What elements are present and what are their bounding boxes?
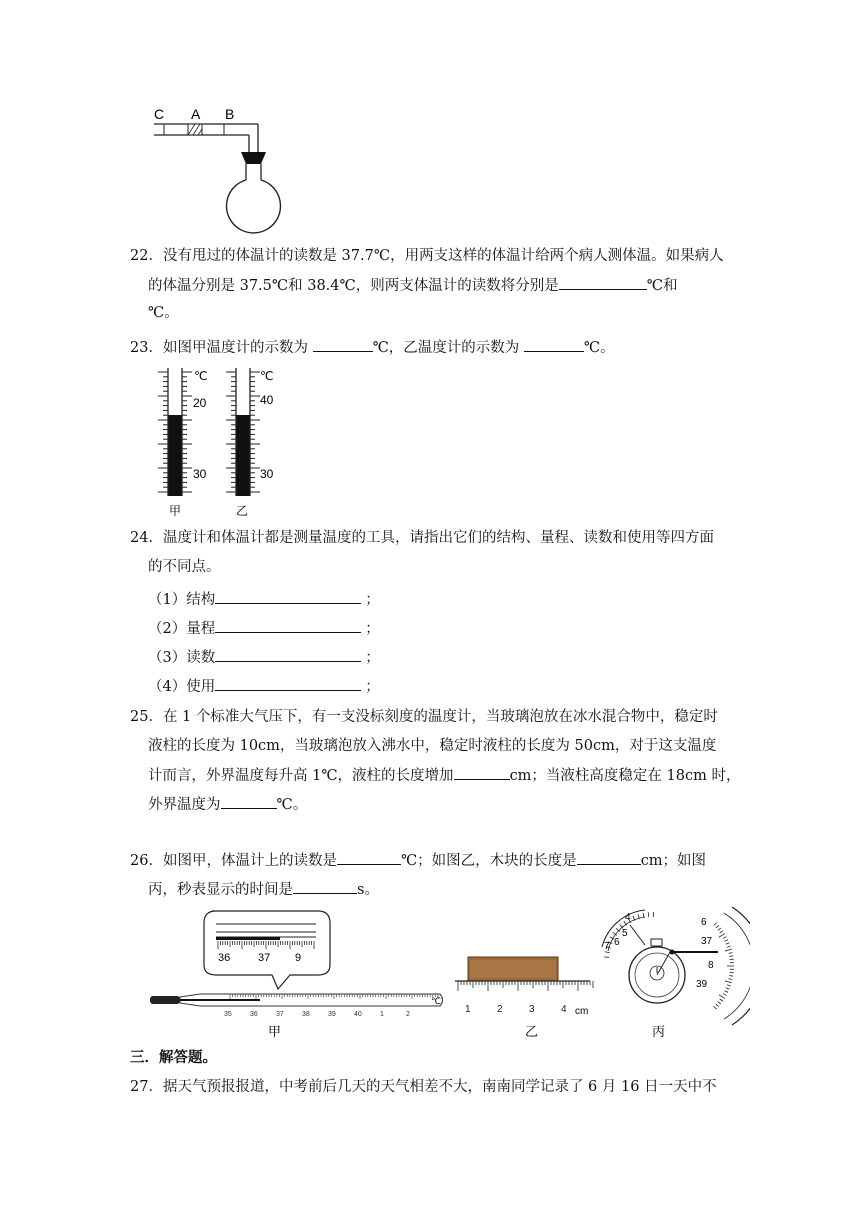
q24-item-1-blank[interactable]	[215, 589, 361, 604]
q24-item-4-end: ；	[365, 679, 380, 695]
body-label: 1	[380, 1011, 384, 1018]
section-3-title: 三．解答题。	[130, 1049, 217, 1066]
q24-item-4	[148, 676, 380, 697]
body-label: 37	[276, 1011, 284, 1018]
q24-item-2-end: ；	[365, 621, 380, 637]
outer-tick	[724, 940, 728, 942]
section-3-heading	[130, 1048, 217, 1068]
q25-text-3a: 计而言，外界温度每升高 1℃，液柱的长度增加	[148, 768, 454, 784]
label-a: A	[191, 106, 201, 122]
q22-line-2	[148, 275, 677, 296]
outer-tick	[716, 925, 719, 928]
q24-item-1-end: ；	[365, 592, 380, 608]
outer-tick	[725, 949, 732, 951]
caption-yi: 乙	[525, 1024, 539, 1039]
clinical-thermometer	[150, 911, 443, 1039]
q24-item-3-end: ；	[365, 650, 380, 666]
body-label: 2	[406, 1011, 410, 1018]
q24-item-3-label: （3）读数	[148, 650, 216, 666]
jia-top-label: 20	[193, 396, 207, 410]
yi-caption: 乙	[236, 504, 249, 518]
ruler-label: 1	[465, 1004, 471, 1015]
q26-line-1	[130, 850, 706, 871]
body-label: 38	[302, 1011, 310, 1018]
ruler-label: 3	[529, 1004, 535, 1015]
q22-text-3: ℃。	[148, 305, 179, 321]
q26-text-1c: cm；如图	[640, 853, 707, 869]
body-unit: ℃	[431, 996, 442, 1006]
outer-tick	[716, 1004, 719, 1007]
outer-tick	[718, 928, 721, 930]
q25-text-3b: cm；当液柱高度稳定在 18cm 时，	[509, 768, 741, 784]
q24-item-2	[148, 618, 380, 639]
outer-label-6: 6	[701, 917, 707, 928]
ruler-unit: cm	[575, 1006, 589, 1017]
q24-item-4-blank[interactable]	[215, 676, 361, 691]
q26-answer-blank-1[interactable]	[337, 850, 401, 865]
q25-text-4b: ℃。	[276, 797, 308, 813]
body-label: 35	[224, 1011, 232, 1018]
zoom-label-36: 36	[218, 952, 231, 964]
outer-tick	[729, 956, 733, 957]
outer-tick	[726, 988, 730, 990]
q23-answer-blank-2[interactable]	[524, 337, 584, 352]
q25-line-2	[148, 736, 716, 756]
outer-tick	[718, 1002, 721, 1004]
yi-top-label: 40	[260, 393, 274, 407]
q24-line-1	[130, 528, 714, 548]
q24-item-2-blank[interactable]	[215, 618, 361, 633]
q22-line-3	[148, 303, 179, 323]
q26-text-2b: s。	[357, 882, 379, 898]
q22-line-1	[130, 246, 724, 266]
outer-label-39: 39	[696, 979, 708, 990]
q26-line-2	[148, 879, 379, 900]
q23-number: 23．	[130, 340, 163, 356]
outer-tick	[724, 991, 728, 993]
q26-number: 26．	[130, 853, 163, 869]
q23-thermometers-figure	[150, 364, 290, 522]
q24-text-2: 的不同点。	[148, 559, 221, 575]
q26-answer-blank-3[interactable]	[293, 879, 357, 894]
q24-item-4-label: （4）使用	[148, 679, 216, 695]
caption-bing: 丙	[652, 1024, 666, 1039]
outer-tick	[714, 923, 717, 926]
q27-line-1	[130, 1077, 717, 1097]
ruler-label: 4	[561, 1004, 567, 1015]
q25-line-3	[148, 765, 740, 786]
jia-caption: 甲	[169, 504, 182, 518]
q25-line-4	[148, 794, 307, 815]
q26-figure	[140, 905, 750, 1045]
outer-tick	[725, 981, 732, 983]
q24-item-1-label: （1）结构	[148, 592, 216, 608]
outer-tick	[720, 999, 723, 1001]
outer-tick	[719, 995, 725, 999]
q23-text-b: ℃，乙温度计的示数为	[372, 340, 524, 356]
q25-text-4a: 外界温度为	[148, 797, 221, 813]
stopwatch	[602, 907, 750, 1039]
thermometer-yi	[226, 368, 274, 518]
body-label: 39	[328, 1011, 336, 1018]
q26-text-1b: ℃；如图乙，木块的长度是	[400, 853, 577, 869]
inner-label-7: 7	[604, 941, 610, 952]
label-b: B	[225, 106, 235, 122]
q22-text-2a: 的体温分别是 37.5℃和 38.4℃，则两支体温计的读数将分别是	[148, 278, 559, 294]
outer-tick	[729, 952, 733, 953]
q22-text-2b: ℃和	[646, 278, 678, 294]
inner-label-6: 6	[614, 937, 620, 948]
outer-tick	[729, 976, 733, 977]
q25-text-1: 在 1 个标准大气压下，有一支没标刻度的温度计，当玻璃泡放在冰水混合物中，稳定时	[162, 709, 718, 725]
ruler-label: 2	[497, 1004, 503, 1015]
q24-text-1: 温度计和体温计都是测量温度的工具，请指出它们的结构、量程、读数和使用等四方面	[162, 530, 714, 546]
q24-line-2	[148, 557, 221, 577]
q26-answer-blank-2[interactable]	[577, 850, 641, 865]
q23-text-a: 如图甲温度计的示数为	[162, 340, 313, 356]
q25-number: 25．	[130, 709, 163, 725]
yi-unit: ℃	[260, 369, 274, 383]
caption-jia: 甲	[268, 1024, 282, 1039]
q25-text-2: 液柱的长度为 10cm，当玻璃泡放入沸水中，稳定时液柱的长度为 50cm，对于这支温度	[148, 738, 717, 754]
outer-tick	[727, 985, 731, 986]
q27-text-1: 据天气预报报道，中考前后几天的天气相差不大，南南同学记录了 6 月 16 日一天中不	[162, 1079, 717, 1095]
outer-tick	[714, 1006, 717, 1009]
q22-number: 22．	[130, 248, 163, 264]
outer-tick	[729, 979, 733, 980]
q23-text-c: ℃。	[583, 340, 615, 356]
label-c: C	[154, 106, 165, 122]
jia-bottom-label: 30	[193, 467, 207, 481]
zoom-label-9: 9	[295, 952, 302, 964]
q26-text-1a: 如图甲，体温计上的读数是	[162, 853, 337, 869]
q23-answer-blank-1[interactable]	[313, 337, 373, 352]
inner-label-4: 4	[625, 912, 631, 923]
q25-line-1	[130, 707, 718, 727]
body-label: 40	[354, 1011, 362, 1018]
q26-text-2a: 丙，秒表显示的时间是	[148, 882, 293, 898]
q24-item-2-label: （2）量程	[148, 621, 216, 637]
jia-unit: ℃	[194, 369, 208, 383]
q27-number: 27．	[130, 1079, 163, 1095]
q24-number: 24．	[130, 530, 163, 546]
ruler-block	[455, 957, 593, 1039]
q24-item-3-blank[interactable]	[215, 647, 361, 662]
q24-item-3	[148, 647, 380, 668]
q22-answer-blank-1[interactable]	[559, 275, 647, 290]
q25-answer-blank-1[interactable]	[454, 765, 510, 780]
outer-label-37: 37	[701, 936, 713, 947]
outer-tick	[727, 946, 731, 947]
outer-tick	[720, 931, 723, 933]
q25-answer-blank-2[interactable]	[221, 794, 277, 809]
outer-tick	[726, 943, 730, 945]
q23-line-1	[130, 337, 615, 358]
body-label: 36	[250, 1011, 258, 1018]
flask-tube-figure	[140, 100, 290, 235]
zoom-label-37: 37	[258, 952, 271, 964]
q24-item-1	[148, 589, 380, 610]
yi-bottom-label: 30	[260, 467, 274, 481]
thermometer-jia	[158, 368, 207, 518]
outer-tick	[723, 937, 727, 939]
inner-label-5: 5	[622, 928, 628, 939]
outer-tick	[719, 934, 725, 938]
outer-label-8: 8	[708, 960, 714, 971]
outer-tick	[723, 994, 727, 996]
q22-text-1: 没有甩过的体温计的读数是 37.7℃，用两支这样的体温计给两个病人测体温。如果病人	[162, 248, 724, 264]
